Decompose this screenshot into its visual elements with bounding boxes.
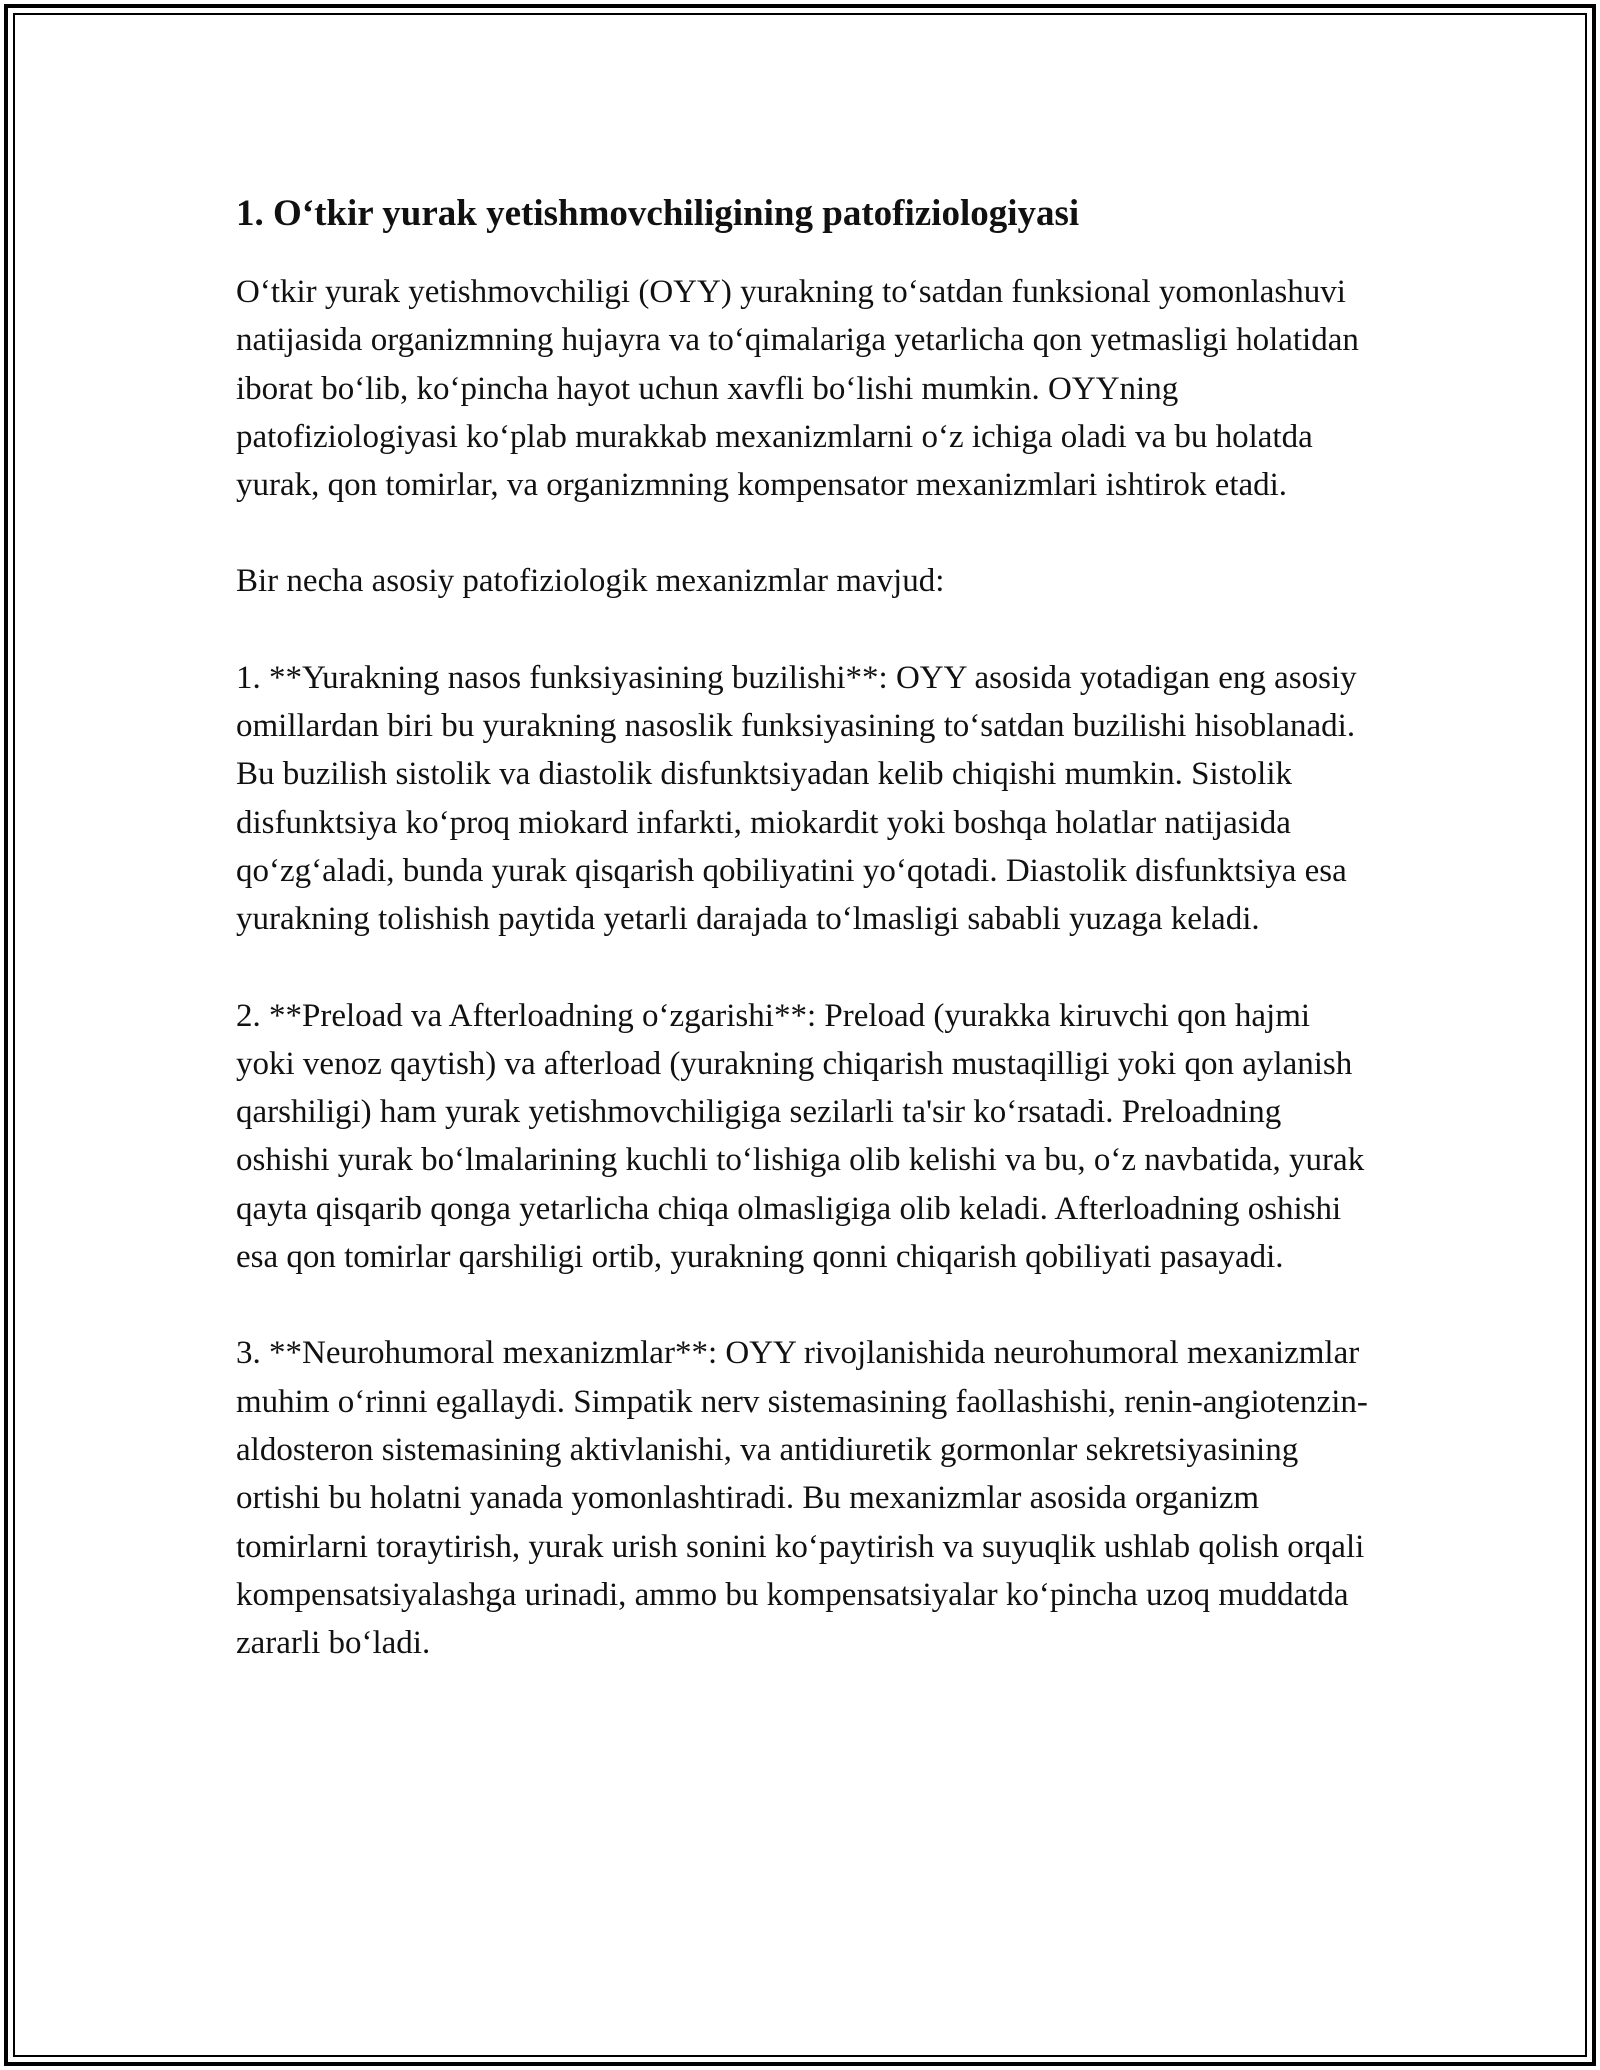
mechanism-item-1: 1. **Yurakning nasos funksiyasining buzilishi**: OYY asosida yotadigan eng asosiy omillardan biri bu yurakning nasoslik funksiyasining to‘satdan buzilishi hisoblanadi. Bu buzilish sistolik va diastolik disfunktsiyadan kelib chiqishi mumkin. Sistolik disfunktsiya ko‘proq miokard infarkti, miokardit yoki boshqa holatlar natijasida qo‘zg‘aladi, bunda yurak qisqarish qobiliyatini yo‘qotadi. Diastolik disfunktsiya esa yurakning tolishish paytida yetarli darajada to‘lmasligi sababli yuzaga keladi. xyxy=(236,659,1357,938)
section-heading: 1. O‘tkir yurak yetishmovchiligining patofiziologiyasi xyxy=(236,193,1080,234)
intro-paragraph: O‘tkir yurak yetishmovchiligi (OYY) yurakning to‘satdan funksional yomonlashuvi natijasida organizmning hujayra va to‘qimalariga yetarlicha qon yetmasligi holatidan iborat bo‘lib, ko‘pincha hayot uchun xavfli bo‘lishi mumkin. OYYning patofiziologiyasi ko‘plab murakkab mexanizmlarni o‘z ichiga oladi va bu holatda yurak, qon tomirlar, va organizmning kompensator mexanizmlari ishtirok etadi. xyxy=(236,274,1359,504)
mechanism-item-3: 3. **Neurohumoral mexanizmlar**: OYY rivojlanishida neurohumoral mexanizmlar muhim o‘rinni egallaydi. Simpatik nerv sistemasining faollashishi, renin-angiotenzin-aldosteron sistemasining aktivlanishi, va antidiuretik gormonlar sekretsiyasining ortishi bu holatni yanada yomonlashtiradi. Bu mexanizmlar asosida organizm tomirlarni toraytirish, yurak urish sonini ko‘paytirish va suyuqlik ushlab qolish orqali kompensatsiyalashga urinadi, ammo bu kompensatsiyalar ko‘pincha uzoq muddatda zararli bo‘ladi. xyxy=(236,1335,1368,1662)
document-body xyxy=(236,186,1376,1715)
mechanisms-lead-paragraph: Bir necha asosiy patofiziologik mexanizmlar mavjud: xyxy=(236,563,945,600)
mechanism-item-2: 2. **Preload va Afterloadning o‘zgarishi**: Preload (yurakka kiruvchi qon hajmi yoki venoz qaytish) va afterload (yurakning chiqarish mustaqilligi yoki qon aylanish qarshiligi) ham yurak yetishmovchiligiga sezilarli ta'sir ko‘rsatadi. Preloadning oshishi yurak bo‘lmalarining kuchli to‘lishiga olib kelishi va bu, o‘z navbatida, yurak qayta qisqarib qonga yetarlicha chiqa olmasligiga olib keladi. Afterloadning oshishi esa qon tomirlar qarshiligi ortib, yurakning qonni chiqarish qobiliyati pasayadi. xyxy=(236,997,1365,1276)
